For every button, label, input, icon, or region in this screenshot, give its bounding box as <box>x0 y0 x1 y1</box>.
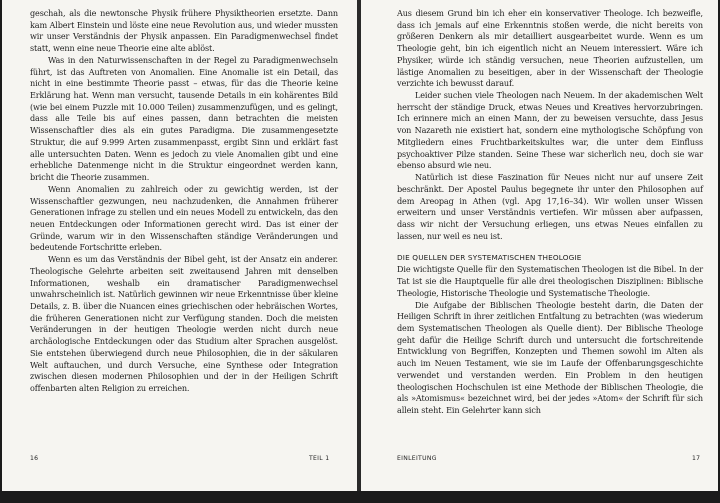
paragraph: Leider suchen viele Theologen nach Neuem. In der akademischen Welt herrscht der ständige Druck, etwas Neues und Kreatives hervorzubringen. Ich erinnere mich an einen Mann, der zu beweisen versuchte, dass Jesus von Nazareth nie existiert hat, sondern eine mythologische Schöpfung von Mitgliedern eines Fruchtbarkeitskultes war, die unter dem Einfluss psychoaktiver Pilze standen. Seine These war sicherlich neu, doch sie war ebenso absurd wie neu. <box>397 90 703 171</box>
left-page-body <box>30 8 338 395</box>
paragraph: geschah, als die newtonsche Physik frühere Physiktheorien ersetzte. Dann kam Albert Einstein und löste eine neue Revolution aus, und wieder mussten wir unser Verständnis der Physik anpassen. Ein Paradigmenwechsel findet statt, wenn eine neue Theorie eine alte ablöst. <box>30 8 338 54</box>
left-page <box>2 0 359 491</box>
paragraph: Die Aufgabe der Biblischen Theologie besteht darin, die Daten der Heiligen Schrift in ihrer zeitlichen Entfaltung zu betrachten (was wiederum dem Systematischen Theologen als Quelle dient). Der Biblische Theologe geht dafür die Heilige Schrift durch und untersucht die fortschreitende Entwicklung von Begriffen, Konzepten und Themen sowohl im Alten als auch im Neuen Testament, wie sie im Laufe der Offenbarungsgeschichte verwendet und verstanden werden. Ein Problem in den heutigen theologischen Hochschulen ist eine Methode der Biblischen Theologie, die als »Atomismus« bezeichnet wird, bei der jedes »Atom« der Schrift für sich allein steht. Ein Gelehrter kann sich <box>397 299 703 415</box>
running-head-left: TEIL 1 <box>309 455 330 462</box>
right-page <box>361 0 718 491</box>
paragraph: Wenn es um das Verständnis der Bibel geht, ist der Ansatz ein anderer. Theologische Gelehrte arbeiten seit zweitausend Jahren mit denselben Informationen, weshalb ein dramatischer Paradigmenwechsel unwahrscheinlich ist. Natürlich gewinnen wir neue Erkenntnisse über kleine Details, z. B. über die Nuancen eines griechischen oder hebräischen Wortes, die früheren Generationen nicht zur Verfügung standen. Doch die meisten Veränderungen in der heutigen Theologie werden nicht durch neue archäologische Entdeckungen oder das Studium alter Sprachen ausgelöst. Sie entstehen überwiegend durch neue Philosophien, die in der säkularen Welt auftauchen, und durch Versuche, eine Synthese oder Integration zwischen diesen modernen Philosophien und der in der Heiligen Schrift offenbarten alten Religion zu erreichen. <box>30 254 338 393</box>
paragraph: Natürlich ist diese Faszination für Neues nicht nur auf unsere Zeit beschränkt. Der Apostel Paulus begegnete ihr unter den Philosophen auf dem Areopag in Athen (vgl. Apg 17,16–34). Wir wollen unser Wissen erweitern und unser Verständnis vertiefen. Wir müssen aber aufpassen, dass wir nicht der Versuchung erliegen, uns etwas Neues einfallen zu lassen, nur weil es neu ist. <box>397 172 703 241</box>
paragraph: Wenn Anomalien zu zahlreich oder zu gewichtig werden, ist der Wissenschaftler gezwungen, neu nachzudenken, die Annahmen früherer Generationen infrage zu stellen und ein neues Modell zu entwickeln, das den neuen Entdeckungen oder Informationen gerecht wird. Das ist einer der Gründe, warum wir in den Wissenschaften ständige Veränderungen und bedeutende Fortschritte erleben. <box>30 183 338 253</box>
paragraph: Was in den Naturwissenschaften in der Regel zu Paradigmenwechseln führt, ist das Auftreten von Anomalien. Eine Anomalie ist ein Detail, das nicht in eine bestimmte Theorie passt – etwas, für das die Theorie keine Erklärung hat. Wenn man versucht, tausende Details in ein kohärentes Bild (wie bei einem Puzzle mit 10.000 Teilen) zusammenzufügen, und es gelingt, dass alle Teile bis auf eines passen, dann betrachten die meisten Wissenschaftler dies als ein gutes Paradigma. Die zusammengesetzte Struktur, die auf 9.999 Arten zusammenpasst, ergibt Sinn und erklärt fast alle untersuchten Daten. Wenn es jedoch zu viele Anomalien gibt und eine erhebliche Datenmenge nicht in die Struktur eingeordnet werden kann, bricht die Theorie zusammen. <box>30 54 338 183</box>
right-page-body <box>397 8 703 417</box>
page-number-left: 16 <box>30 455 39 462</box>
paragraph: Die wichtigste Quelle für den Systematischen Theologen ist die Bibel. In der Tat ist sie die Hauptquelle für alle drei theologischen Disziplinen: Biblische Theologie, Historische Theologie und Systematische Theologie. <box>397 264 703 298</box>
running-head-right: EINLEITUNG <box>397 455 437 462</box>
paragraph: Aus diesem Grund bin ich eher ein konservativer Theologe. Ich bezweifle, dass ich jemals auf eine Erkenntnis stoßen werde, die nicht bereits von größeren Denkern als mir detailliert ausgearbeitet wurde. Wenn es um Theologie geht, bin ich eigentlich nicht an Neuem interessiert. Wäre ich Physiker, würde ich ständig versuchen, neue Theorien aufzustellen, um lästige Anomalien zu beseitigen, aber in der Wissenschaft der Theologie verzichte ich bewusst darauf. <box>397 8 703 89</box>
section-heading: DIE QUELLEN DER SYSTEMATISCHEN THEOLOGIE <box>397 253 582 263</box>
page-number-right: 17 <box>692 455 701 462</box>
